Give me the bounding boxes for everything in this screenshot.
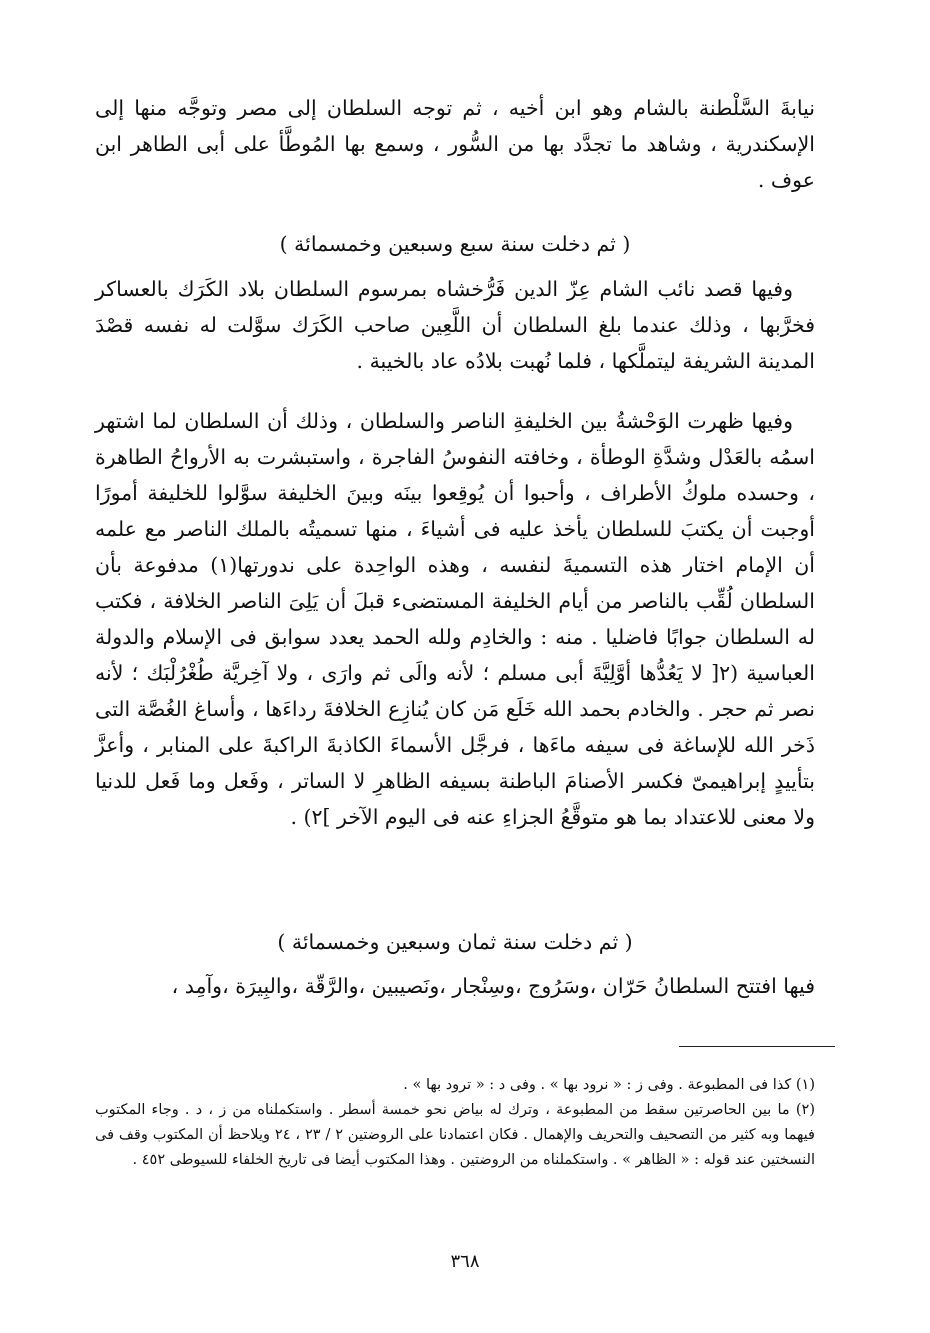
page-number: ٣٦٨ bbox=[450, 1251, 480, 1272]
paragraph-caliph-dispute: وفيها ظهرت الوَحْشةُ بين الخليفةِ الناصر والسلطان ، وذلك أن السلطان لما اشتهر اسمُه بالعَدْل وشدَّةِ الوطأة ، وخافته النفوسُ الفاجرة ، واستبشرت به الأرواحُ الطاهرة ، وحسده ملوكُ الأطراف ، وأحبوا أن يُوقِعوا بينَه وبينَ الخليفة سوَّلوا للخليفة أمورًا أوجبت أن يكتبَ للسلطان يأخذ عليه فى أشياءَ ، منها تسميتُه بالملك الناصر مع علمه أن الإمام اختار هذه التسميةَ لنفسه ، وهذه الواحِدة على ندورتها(١) مدفوعة بأن السلطان لُقِّب بالناصر من أيام الخليفة المستضىء قبلَ أن يَلِىَ الناصر الخلافة ، فكتب له السلطان جوابًا فاضليا . منه : والخادِم ولله الحمد يعدد سوابق فى الإسلام والدولة العباسية (٢[ لا يَعُدُّها أوَّلِيَّةَ أبى مسلم ؛ لأنه والَى ثم وارَى ، ولا آخِريَّة طُغْرُلْبَك ؛ لأنه نصر ثم حجر . والخادم بحمد الله خَلَع مَن كان يُنازِع الخلافةَ رداءَها ، وأساغ الغُصَّة التى ذَخر الله للإساغة فى سيفه ماءَها ، فرجَّل الأسماءَ الكاذبةَ الراكبةَ على المنابر ، وأعزَّ بتأييدٍ إبراهيمىّ فكسر الأصنامَ الباطنة بسيفه الظاهرِ لا الساتر ، وفَعل وما فَعل للدنيا ولا معنى للاعتداد بما هو متوقَّعُ الجزاءِ عنه فى اليوم الآخر ]٢) . bbox=[95, 409, 815, 829]
footnote-divider bbox=[679, 1046, 835, 1047]
paragraph-karak-campaign: وفيها قصد نائب الشام عِزّ الدين فَرُّخشاه بمرسوم السلطان بلاد الكَرَك بالعساكر فخرَّبها ، وذلك عندما بلغ السلطان أن اللَّعِين صاحب الكَرَك سوَّلت له نفسه قصْدَ المدينة الشريفة ليتملَّكها ، فلما نُهبت بلادُه عاد بالخيبة . bbox=[95, 277, 815, 373]
footnotes bbox=[95, 1073, 815, 1173]
footnote-2: (٢) ما بين الحاصرتين سقط من المطبوعة ، وترك له بياض نحو خمسة أسطر . واستكملناه من ز ، د . وجاء المكتوب فيهما وبه كثير من التصحيف والتحريف والإهمال . فكان اعتمادنا على الروضتين ٢ / ٢٣ ، ٢٤ ويلاحظ أن المكتوب وقف فى النسختين عند قوله : « الظاهر » . واستكملناه من الروضتين . وهذا المكتوب أيضا فى تاريخ الخلفاء للسيوطى ٤٥٢ . bbox=[95, 1102, 815, 1168]
paragraph-conquests: فيها افتتح السلطانُ حَرّان ،وسَرُوج ،وسِنْجار ،ونَصيبين ،والرَّقّة ،والبِيرَة ،وآمِد ، bbox=[171, 974, 815, 998]
paragraph-continuation: نيابةَ السَّلْطنة بالشام وهو ابن أخيه ، ثم توجه السلطان إلى مصر وتوجَّه منها إلى الإسكندرية ، وشاهد ما تجدَّد بها من السُّور ، وسمع بها المُوطَّأ على أبى الطاهر ابن عوف . bbox=[95, 96, 815, 192]
footnote-1: (١) كذا فى المطبوعة . وفى ز : « نرود بها » . وفى د : « ترود بها » . bbox=[403, 1077, 815, 1093]
year-heading-577: ( ثم دخلت سنة سبع وسبعين وخمسمائة ) bbox=[279, 232, 631, 256]
year-heading-578: ( ثم دخلت سنة ثمان وسبعين وخمسمائة ) bbox=[277, 930, 633, 954]
